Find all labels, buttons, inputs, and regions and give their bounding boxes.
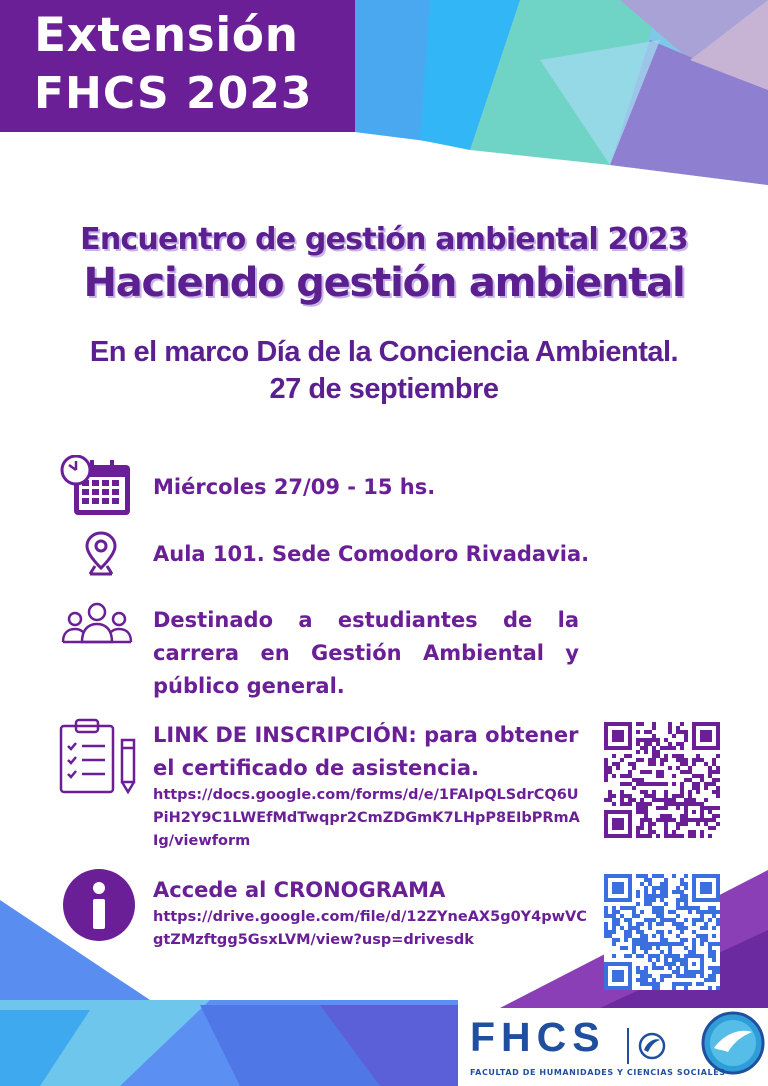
registration-heading-2: el certificado de asistencia. [153, 756, 479, 780]
registration-link-3[interactable]: Ig/viewform [153, 833, 251, 849]
fhcs-logo: FHCS [470, 1014, 606, 1060]
schedule-qr-code[interactable] [604, 874, 720, 990]
calendar-clock-icon [60, 455, 134, 517]
extension-badge [0, 0, 355, 132]
faculty-name: FACULTAD DE HUMANIDADES Y CIENCIAS SOCIALES [470, 1068, 726, 1077]
badge-line-1: Extensión [34, 8, 299, 63]
location-pin-icon [84, 530, 118, 576]
event-location: Aula 101. Sede Comodoro Rivadavia. [153, 542, 590, 566]
event-date-heading: 27 de septiembre [269, 373, 499, 405]
badge-line-2: FHCS 2023 [34, 68, 313, 119]
event-audience: Destinado a estudiantes de la carrera en Gestión Ambiental y público general. [153, 608, 579, 698]
context-line: En el marco Día de la Conciencia Ambiental. [89, 336, 679, 368]
faculty-emblem-icon [626, 1026, 666, 1066]
event-subtitle: Haciendo gestión ambiental [83, 260, 685, 306]
registration-qr-code[interactable] [604, 722, 720, 838]
people-group-icon [60, 602, 134, 644]
event-title: Encuentro de gestión ambiental 2023 [80, 222, 688, 257]
university-seal-icon [700, 1010, 766, 1076]
clipboard-checklist-icon [58, 716, 140, 796]
schedule-link-2[interactable]: gtZMzftgg5GsxLVM/view?usp=drivesdk [153, 932, 474, 948]
schedule-heading: Accede al CRONOGRAMA [153, 878, 446, 902]
info-icon [62, 868, 136, 942]
schedule-link-1[interactable]: https://drive.google.com/file/d/12ZYneAX5g0Y4pwVC [153, 909, 587, 925]
event-date: Miércoles 27/09 - 15 hs. [153, 475, 436, 499]
registration-heading-1: LINK DE INSCRIPCIÓN: para obtener [153, 723, 579, 747]
registration-link-2[interactable]: PiH2Y9C1LWEfMdTwqpr2CmZDGmK7LHpP8EIbPRmA [153, 810, 580, 826]
registration-link-1[interactable]: https://docs.google.com/forms/d/e/1FAIpQLSdrCQ6U [153, 787, 579, 803]
